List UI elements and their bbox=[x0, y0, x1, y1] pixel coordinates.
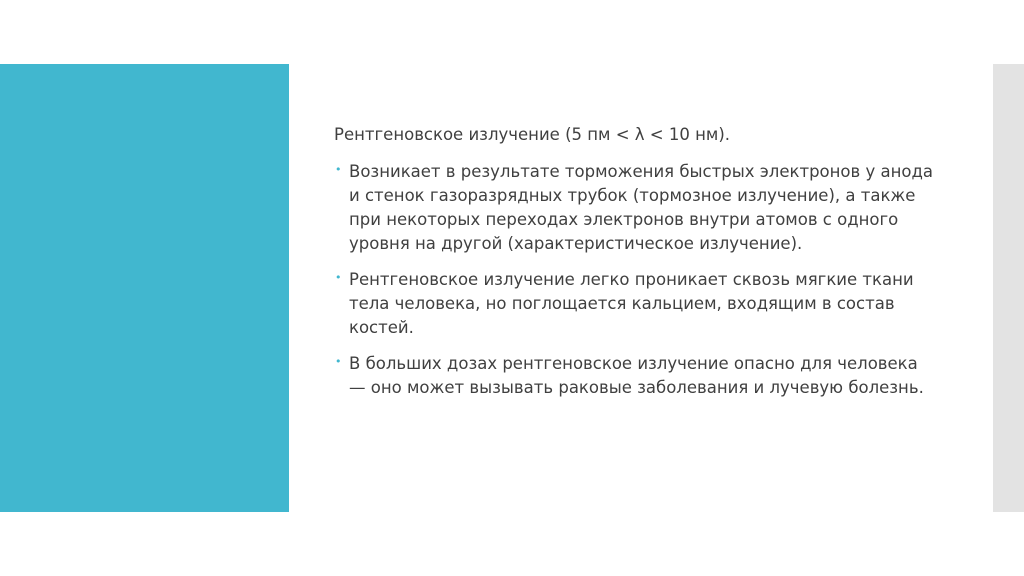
bullet-list bbox=[334, 160, 934, 400]
accent-panel bbox=[0, 64, 289, 512]
side-band bbox=[993, 64, 1024, 512]
bullet-item bbox=[334, 160, 934, 256]
bullet-dot-icon: • bbox=[335, 271, 342, 284]
bullet-item bbox=[334, 268, 934, 340]
slide-heading: Рентгеновское излучение (5 пм < λ < 10 нм). bbox=[334, 125, 731, 144]
bullet-text: В больших дозах рентгеновское излучение опасно для человека — оно может вызывать раковые заболевания и лучевую болезнь. bbox=[349, 354, 924, 397]
bullet-item bbox=[334, 352, 934, 400]
slide-content bbox=[334, 124, 934, 412]
bullet-text: Рентгеновское излучение легко проникает сквозь мягкие ткани тела человека, но поглощается кальцием, входящим в состав костей. bbox=[349, 270, 914, 337]
bullet-dot-icon: • bbox=[335, 355, 342, 368]
bullet-text: Возникает в результате торможения быстрых электронов у анода и стенок газоразрядных трубок (тормозное излучение), а также при некоторых переходах электронов внутри атомов с одного уровня на другой (характеристическое излучение). bbox=[349, 162, 934, 253]
bullet-dot-icon: • bbox=[335, 163, 342, 176]
